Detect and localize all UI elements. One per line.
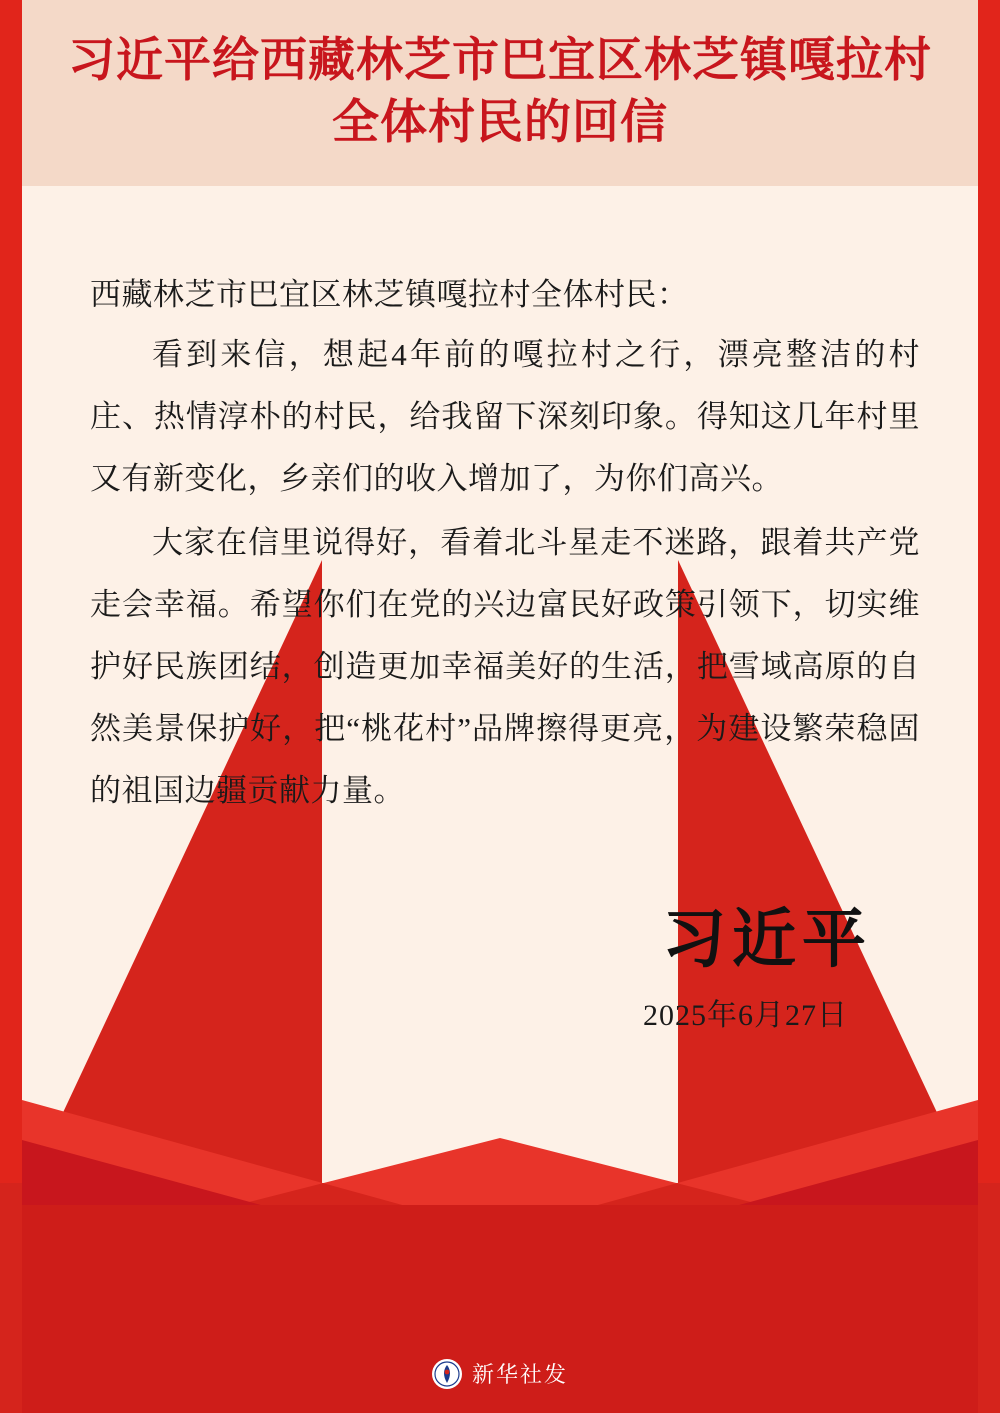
signature-date: 2025年6月27日 <box>643 999 848 1032</box>
letter-body <box>90 268 920 822</box>
letter-salutation: 西藏林芝市巴宜区林芝镇嘎拉村全体村民： <box>90 277 689 312</box>
footer-credit-text: 新华社发 <box>471 1362 568 1387</box>
page-title-line-2: 全体村民的回信 <box>332 97 668 149</box>
signature-block <box>90 900 920 1034</box>
signature-name: 习近平 <box>662 904 872 975</box>
page-title-line-1: 习近平给西藏林芝市巴宜区林芝镇嘎拉村 <box>68 35 932 87</box>
footer-credit <box>0 1358 1000 1389</box>
xinhua-logo-icon <box>432 1359 462 1389</box>
letter-paragraph-2: 大家在信里说得好，看着北斗星走不迷路，跟着共产党走会幸福。希望你们在党的兴边富民好政策引领下，切实维护好民族团结，创造更加幸福美好的生活，把雪域高原的自然美景保护好，把“桃花村”品牌擦得更亮，为建设繁荣稳固的祖国边疆贡献力量。 <box>90 525 920 808</box>
page-title <box>22 30 978 154</box>
letter-paragraph-1: 看到来信，想起4年前的嘎拉村之行，漂亮整洁的村庄、热情淳朴的村民，给我留下深刻印象。得知这几年村里又有新变化，乡亲们的收入增加了，为你们高兴。 <box>90 337 920 496</box>
